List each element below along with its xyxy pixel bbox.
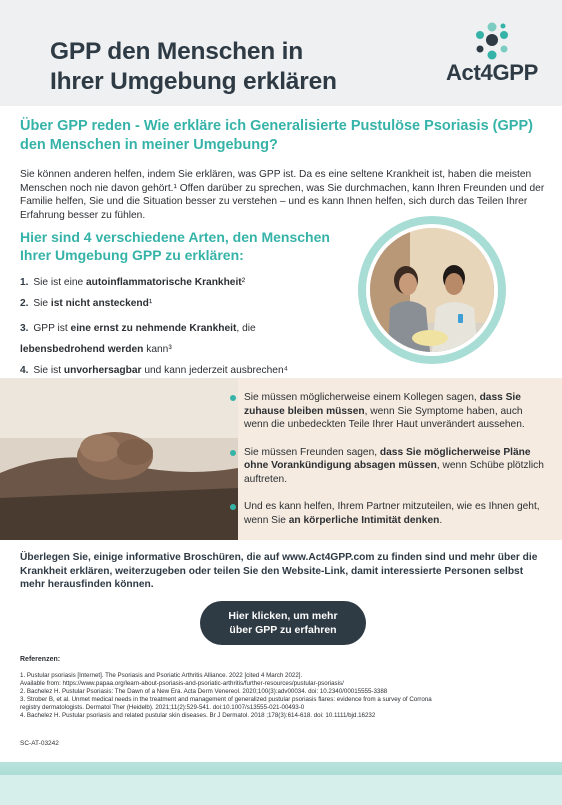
reference-line: 4. Bachelez H. Pustular psoriasis and related pustular skin diseases. Br J Dermatol. 2018 ;178(3):614-618. doi: 10.1111/bjd.16232 <box>20 712 376 720</box>
bullet-dot-icon <box>230 504 236 510</box>
scenario-bullets <box>228 391 548 541</box>
reference-line: 3. Strober B, et al. Unmet medical needs in the treatment and management of generalized pustular psoriasis flares: evidence from a survey of Corrona <box>20 696 432 704</box>
conversation-photo <box>370 228 494 352</box>
closing-paragraph: Überlegen Sie, einige informative Broschüren, die auf www.Act4GPP.com zu finden sind und mehr über die Krankheit erklären, weiterzugeben oder teilen Sie den Website-Link, damit interessierte Personen selbst mehr herausfinden können. <box>20 552 538 590</box>
subheading: Über GPP reden - Wie erkläre ich Generalisierte Pustulöse Psoriasis (GPP) den Menschen in meiner Umgebung? <box>20 118 533 153</box>
list-text: und kann jederzeit ausbrechen⁴ <box>141 365 289 376</box>
list-item <box>20 297 350 310</box>
list-bold-text: ist nicht ansteckend <box>50 298 149 309</box>
logo-gpp: GPP <box>492 60 539 85</box>
list-text: Sie ist eine <box>33 277 87 288</box>
list-number: 3. <box>20 323 29 334</box>
bullet-text: Und es kann helfen, Ihrem Partner mitzuteilen, wie es Ihnen geht, wenn Sie <box>244 501 540 526</box>
list-item <box>20 364 350 377</box>
cta-line-2: über GPP zu erfahren <box>229 624 337 636</box>
bullet-dot-icon <box>230 395 236 401</box>
list-text: ¹ <box>148 298 153 309</box>
list-item <box>20 318 350 360</box>
reference-line: 2. Bachelez H. Pustular Psoriasis: The Dawn of a New Era. Acta Derm Venereol. 2020;100(3):adv00034. doi: 10.2340/00015555-3388 <box>20 688 388 696</box>
act4gpp-logo <box>436 22 548 92</box>
hands-photo <box>0 378 238 540</box>
bullet-text: Sie müssen möglicherweise einem Kollegen sagen, <box>244 392 480 403</box>
bullet-text: , wenn Sie Symptome haben, auch wenn die unbedeckten Teile Ihrer Haut unverändert aussehen. <box>244 405 525 430</box>
title-line-1: GPP den Menschen in <box>50 38 304 65</box>
list-number: 4. <box>20 365 29 376</box>
bullet-item <box>228 446 548 487</box>
list-item <box>20 276 350 289</box>
clasped-hands-image <box>0 378 238 540</box>
footer-bar-light <box>0 775 562 805</box>
bullet-item <box>228 391 548 432</box>
bullet-dot-icon <box>230 450 236 456</box>
cta-line-1: Hier klicken, um mehr <box>228 610 338 622</box>
list-bold-text: unvorhersagbar <box>63 365 142 376</box>
references-heading: Referenzen: <box>20 656 61 663</box>
list-number: 2. <box>20 298 29 309</box>
title-line-2: Ihrer Umgebung erklären <box>50 68 337 95</box>
logo-text <box>436 60 548 86</box>
intro-paragraph: Sie können anderen helfen, indem Sie erklären, was GPP ist. Da es eine seltene Krankheit ist, haben die meisten Menschen noch nie davon gehört.¹ Offen darüber zu sprechen, was Sie durchmachen, kann Ihren Freunden und der Familie helfen, Sie und die Situation besser zu verstehen – und es kann Ihnen helfen, sich durch das Teilen Ihrer Erfahrung besser zu fühlen. <box>20 169 545 221</box>
learn-more-button[interactable] <box>200 601 366 645</box>
header <box>0 0 562 106</box>
reference-line: 1. Pustular psoriasis [Internet]. The Psoriasis and Psoriatic Arthritis Alliance. 2022 [cited 4 March 2022]. <box>20 672 303 679</box>
bullet-text: Sie müssen Freunden sagen, <box>244 446 380 458</box>
list-bold-text: eine ernst zu nehmende Krankheit <box>70 323 237 334</box>
list-text: kann³ <box>143 344 172 355</box>
four-ways-list <box>20 276 350 385</box>
bullet-item <box>228 500 548 527</box>
list-bold-text: autoinflammatorische Krankheit <box>86 277 242 288</box>
list-bold-text: lebensbedrohend werden <box>20 344 144 355</box>
bullet-bold-text: an körperliche Intimität denken <box>288 514 440 526</box>
reference-line: registry dermatologists. Dermatol Ther (Heidelb). 2021;11(2):529-541. doi:10.1007/s13555-021-00493-0 <box>20 704 305 712</box>
list-number: 1. <box>20 277 29 288</box>
logo-act: Act4 <box>445 60 493 85</box>
section-heading: Hier sind 4 verschiedene Arten, den Menschen Ihrer Umgebung GPP zu erklären: <box>20 229 330 263</box>
list-text: GPP ist <box>33 323 71 334</box>
bullet-text: . <box>439 514 443 526</box>
page-title <box>50 37 337 97</box>
bullet-text: , wenn Schübe plötzlich auftreten. <box>244 460 544 485</box>
references-list <box>20 672 550 721</box>
list-text: Sie ist <box>33 365 64 376</box>
bullet-bold-text: dass Sie zuhause bleiben müssen <box>244 392 521 417</box>
document-code: SC-AT-03242 <box>20 740 59 747</box>
logo-dots-icon <box>472 22 512 62</box>
list-text: Sie <box>33 298 51 309</box>
reference-line: Available from: https://www.papaa.org/learn-about-psoriasis-and-psoriatic-arthritis/further-resources/pustular-psoriasis/ <box>20 680 344 688</box>
two-women-talking-image <box>370 228 494 352</box>
list-text: , die <box>236 323 256 334</box>
bullet-bold-text: dass Sie möglicherweise Pläne ohne Vorankündigung absagen müssen <box>244 446 531 471</box>
list-text: ² <box>241 277 246 288</box>
